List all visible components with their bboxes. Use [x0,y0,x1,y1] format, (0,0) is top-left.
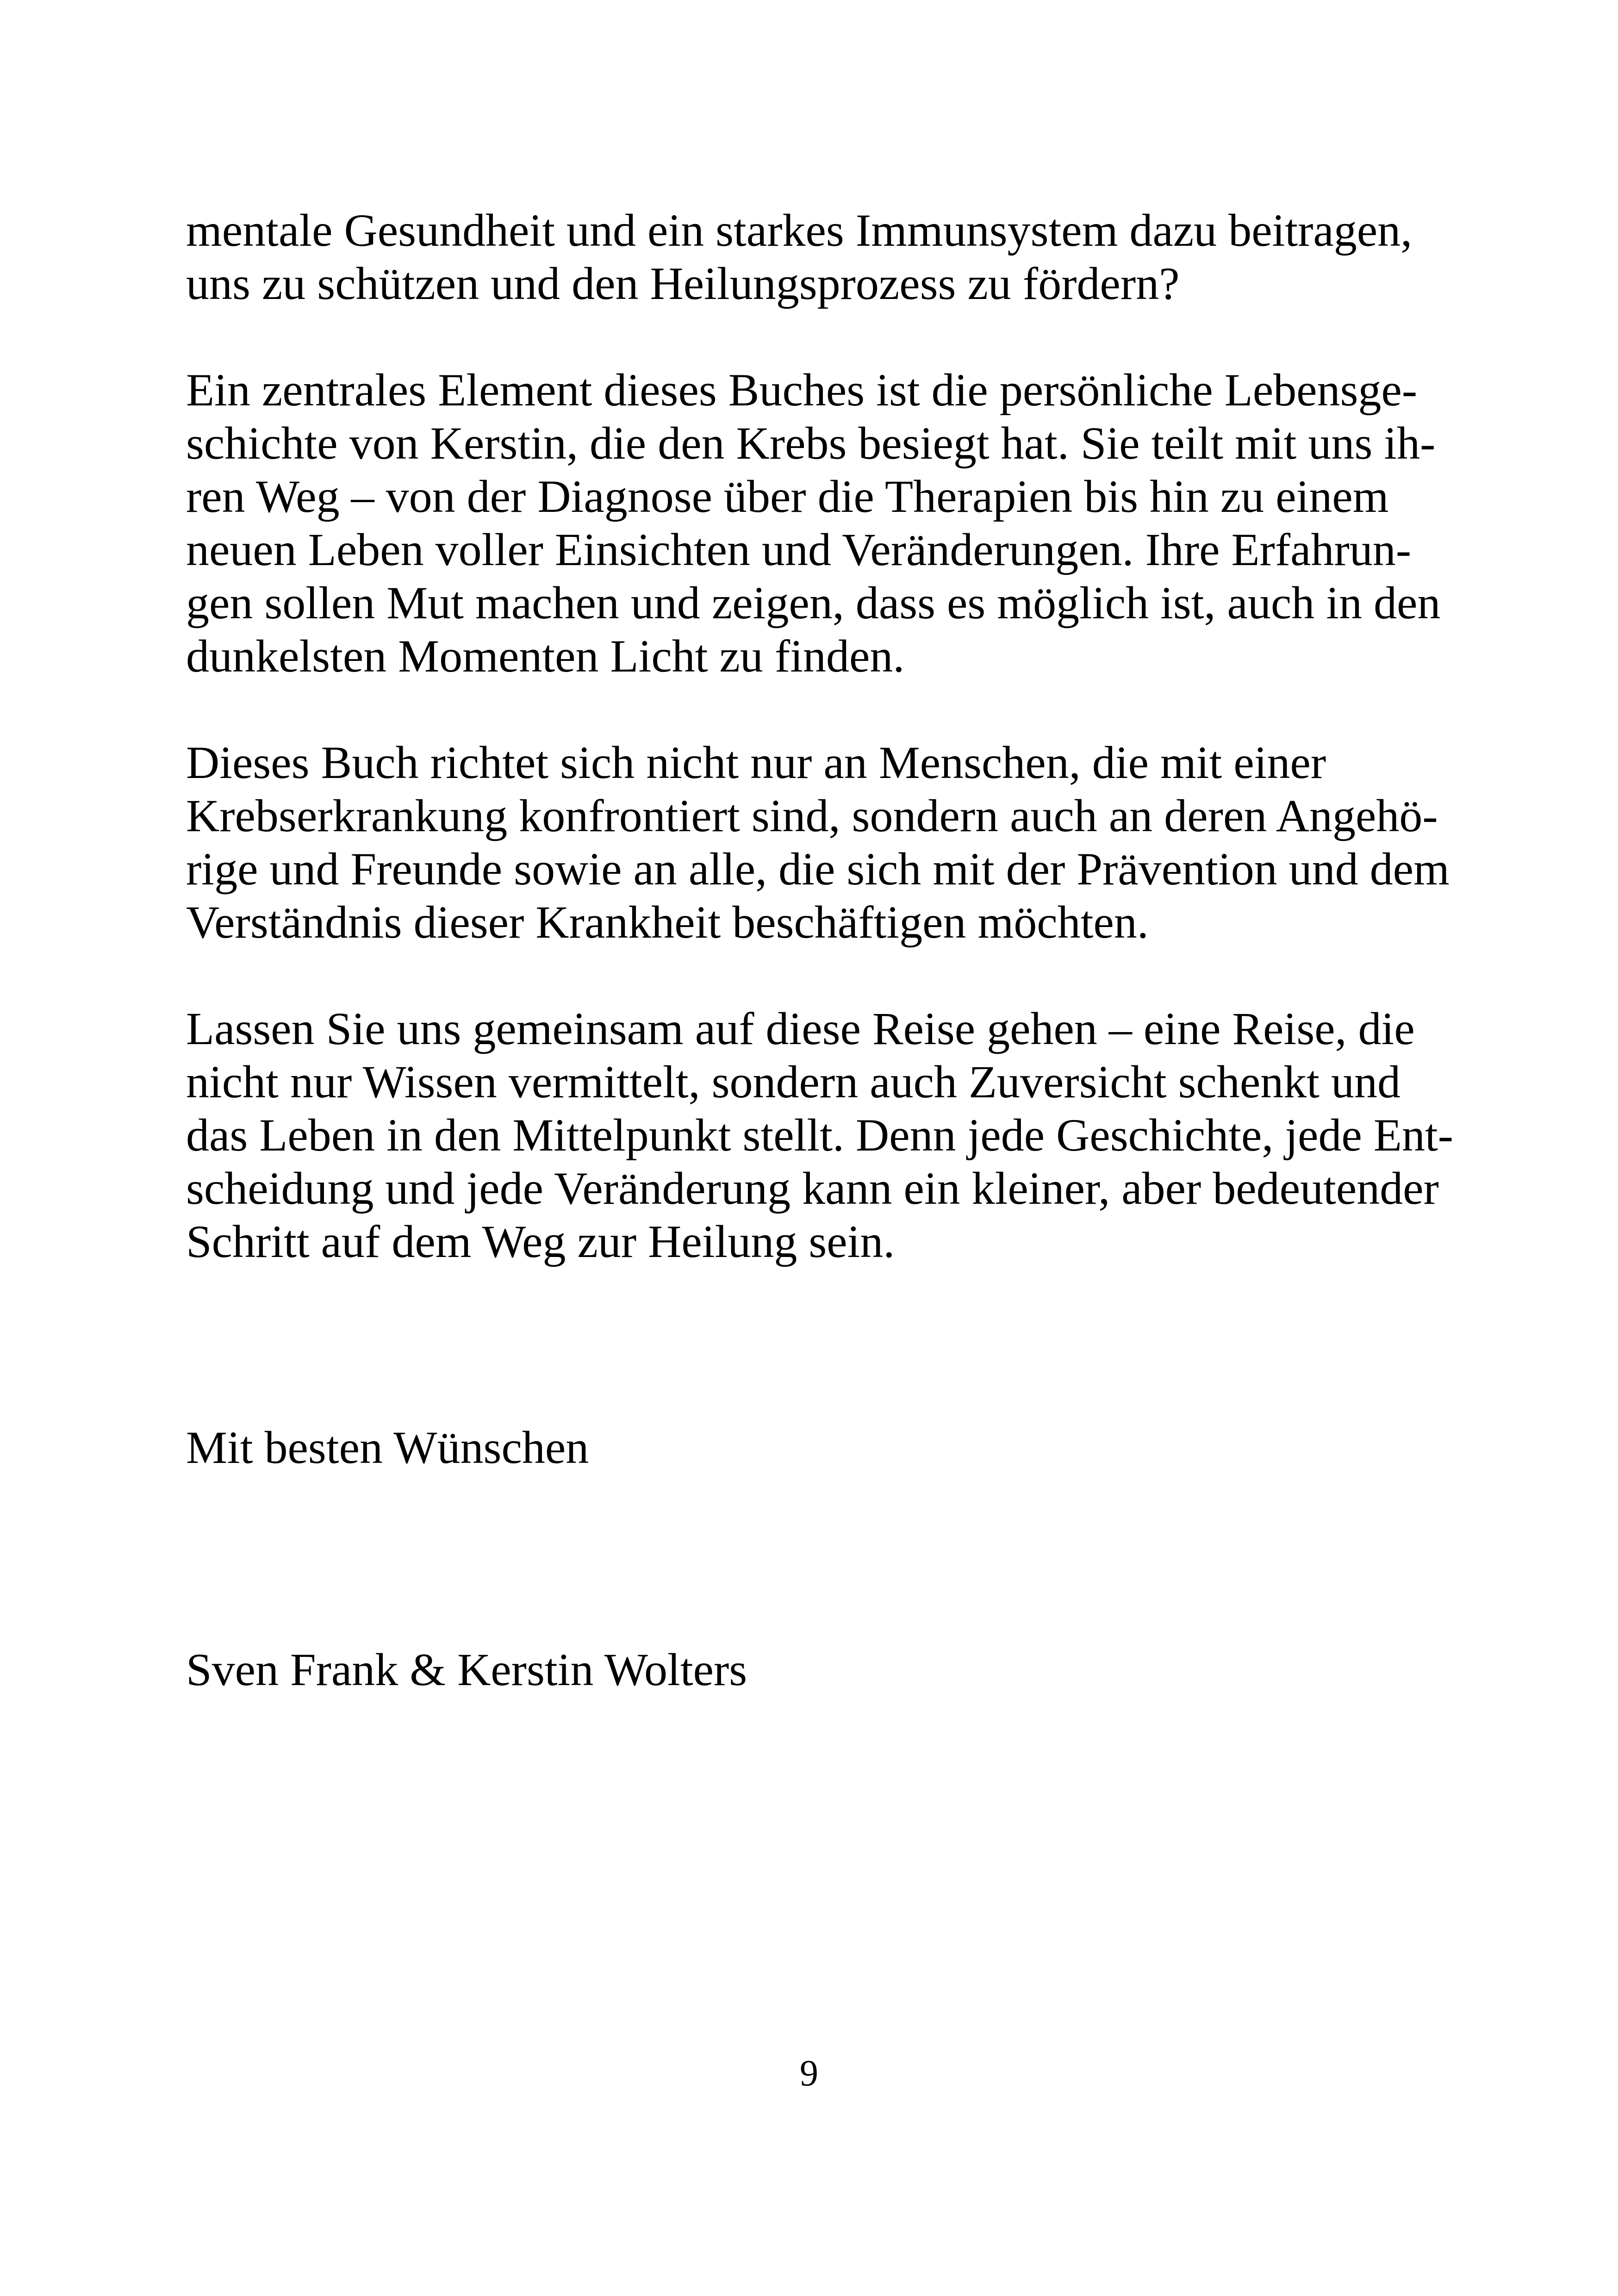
page-number: 9 [800,2053,818,2094]
author-signature: Sven Frank & Kerstin Wolters [186,1644,747,1695]
text-line: schichte von Kerstin, die den Krebs besiegt hat. Sie teilt mit uns ih- [186,417,1436,469]
body-text [186,204,1454,1268]
text-line: Ein zentrales Element dieses Buches ist die persönliche Lebensge- [186,364,1418,416]
paragraph-4 [186,1002,1454,1268]
text-line: rige und Freunde sowie an alle, die sich mit der Prävention und dem [186,843,1450,895]
text-line: neuen Leben voller Einsichten und Veränderungen. Ihre Erfahrun- [186,524,1412,575]
text-line: gen sollen Mut machen und zeigen, dass es möglich ist, auch in den [186,577,1441,628]
text-line: dunkelsten Momenten Licht zu finden. [186,630,905,682]
text-line: Lassen Sie uns gemeinsam auf diese Reise gehen – eine Reise, die [186,1003,1415,1054]
text-line: Krebserkrankung konfrontiert sind, sondern auch an deren Angehö- [186,790,1438,841]
text-line: nicht nur Wissen vermittelt, sondern auch Zuversicht schenkt und [186,1056,1401,1108]
paragraph-3 [186,736,1450,949]
text-line: Verständnis dieser Krankheit beschäftigen möchten. [186,896,1149,948]
text-line: Dieses Buch richtet sich nicht nur an Menschen, die mit einer [186,737,1326,788]
text-line: ren Weg – von der Diagnose über die Therapien bis hin zu einem [186,471,1389,522]
text-line: mentale Gesundheit und ein starkes Immunsystem dazu beitragen, [186,205,1413,256]
paragraph-spacer [186,683,1445,736]
paragraph-1 [186,204,1445,310]
closing-salutation: Mit besten Wünschen [186,1422,589,1473]
paragraph-spacer [186,949,1445,1002]
paragraph-2 [186,363,1445,683]
text-line: Schritt auf dem Weg zur Heilung sein. [186,1216,895,1267]
text-line: das Leben in den Mittelpunkt stellt. Denn jede Geschichte, jede Ent- [186,1109,1454,1161]
text-line: scheidung und jede Veränderung kann ein kleiner, aber bedeutender [186,1163,1439,1214]
paragraph-spacer [186,310,1445,363]
text-line: uns zu schützen und den Heilungsprozess zu fördern? [186,258,1180,309]
